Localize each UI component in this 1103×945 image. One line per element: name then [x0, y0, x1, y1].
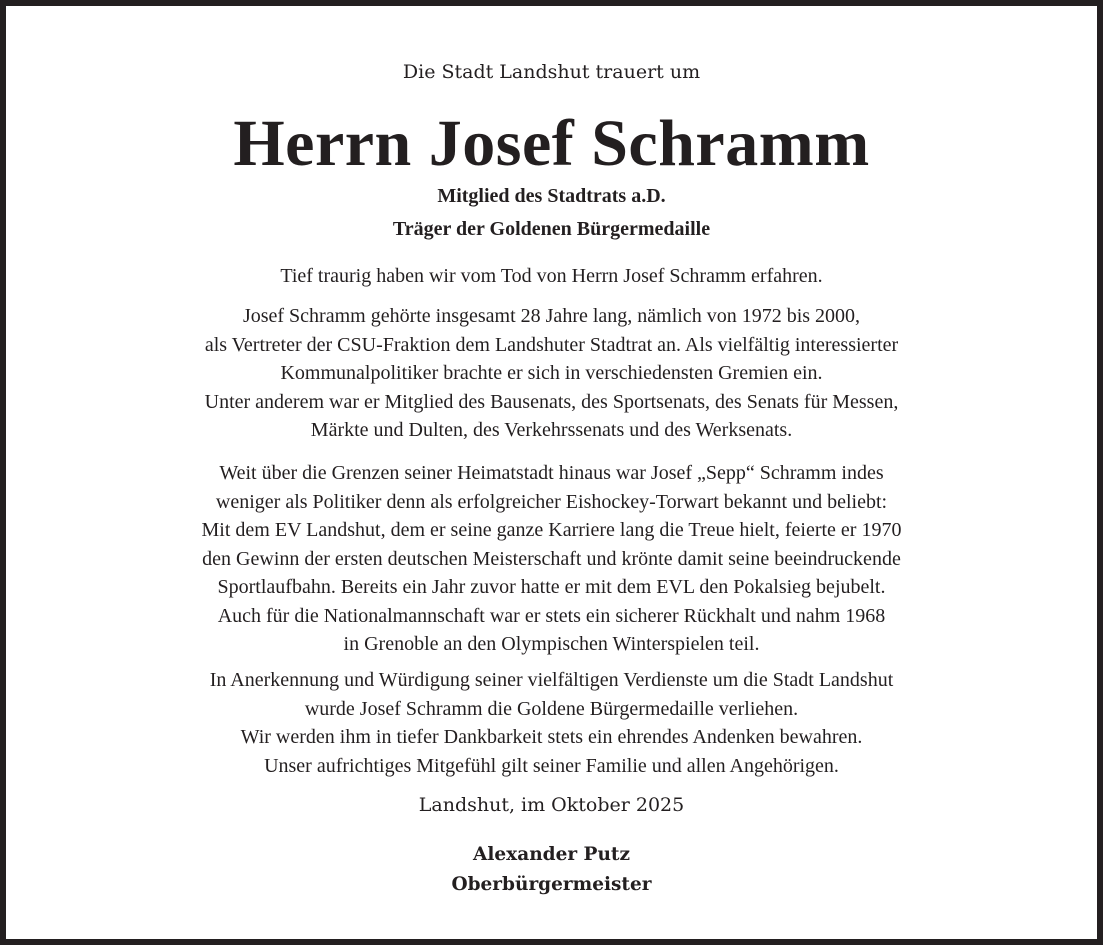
- text-line: Auch für die Nationalmannschaft war er stets ein sicherer Rückhalt und nahm 1968: [217, 604, 886, 627]
- intro-line: Die Stadt Landshut trauert um: [402, 61, 701, 83]
- text-line: Tief traurig haben wir vom Tod von Herrn Josef Schramm erfahren.: [280, 265, 823, 287]
- subtitle-council: Mitglied des Stadtrats a.D.: [437, 185, 666, 207]
- subtitle-medal: Träger der Goldenen Bürgermedaille: [392, 218, 711, 240]
- deceased-name: Herrn Josef Schramm: [233, 107, 870, 180]
- text-line: in Grenoble an den Olympischen Winterspielen teil.: [343, 633, 760, 655]
- signatory-name: Alexander Putz: [473, 844, 630, 865]
- text-line: Märkte und Dulten, des Verkehrssenats und des Werksenats.: [310, 419, 793, 441]
- text-line: Unter anderem war er Mitglied des Bausenats, des Sportsenats, des Senats für Messen,: [204, 390, 899, 413]
- text-line: Sportlaufbahn. Bereits ein Jahr zuvor hatte er mit dem EVL den Pokalsieg bejubelt.: [217, 576, 886, 598]
- paragraph-4: [12, 666, 1091, 780]
- paragraph-3: [12, 459, 1091, 659]
- text-line: Wir werden ihm in tiefer Dankbarkeit stets ein ehrendes Andenken bewahren.: [240, 726, 863, 748]
- text-line: Unser aufrichtiges Mitgefühl gilt seiner Familie und allen Angehörigen.: [264, 754, 839, 777]
- text-line: Josef Schramm gehörte insgesamt 28 Jahre lang, nämlich von 1972 bis 2000,: [242, 305, 861, 327]
- text-line: Mit dem EV Landshut, dem er seine ganze Karriere lang die Treue hielt, feierte er 1970: [201, 519, 902, 541]
- paragraph-2: [12, 302, 1091, 445]
- text-line: In Anerkennung und Würdigung seiner vielfältigen Verdienste um die Stadt Landshut: [209, 669, 894, 691]
- text-line: den Gewinn der ersten deutschen Meisterschaft und krönte damit seine beeindruckende: [202, 547, 901, 570]
- signatory-title: Oberbürgermeister: [451, 874, 652, 895]
- text-line: Weit über die Grenzen seiner Heimatstadt hinaus war Josef „Sepp“ Schramm indes: [219, 462, 884, 484]
- paragraph-1: [12, 262, 1091, 291]
- text-line: Kommunalpolitiker brachte er sich in verschiedensten Gremien ein.: [280, 362, 823, 384]
- text-line: als Vertreter der CSU-Fraktion dem Landshuter Stadtrat an. Als vielfältig interessierter: [204, 333, 899, 356]
- place-date: Landshut, im Oktober 2025: [418, 794, 685, 816]
- text-line: weniger als Politiker denn als erfolgreicher Eishockey-Torwart bekannt und beliebt:: [215, 490, 888, 513]
- text-line: wurde Josef Schramm die Goldene Bürgermedaille verliehen.: [304, 697, 799, 720]
